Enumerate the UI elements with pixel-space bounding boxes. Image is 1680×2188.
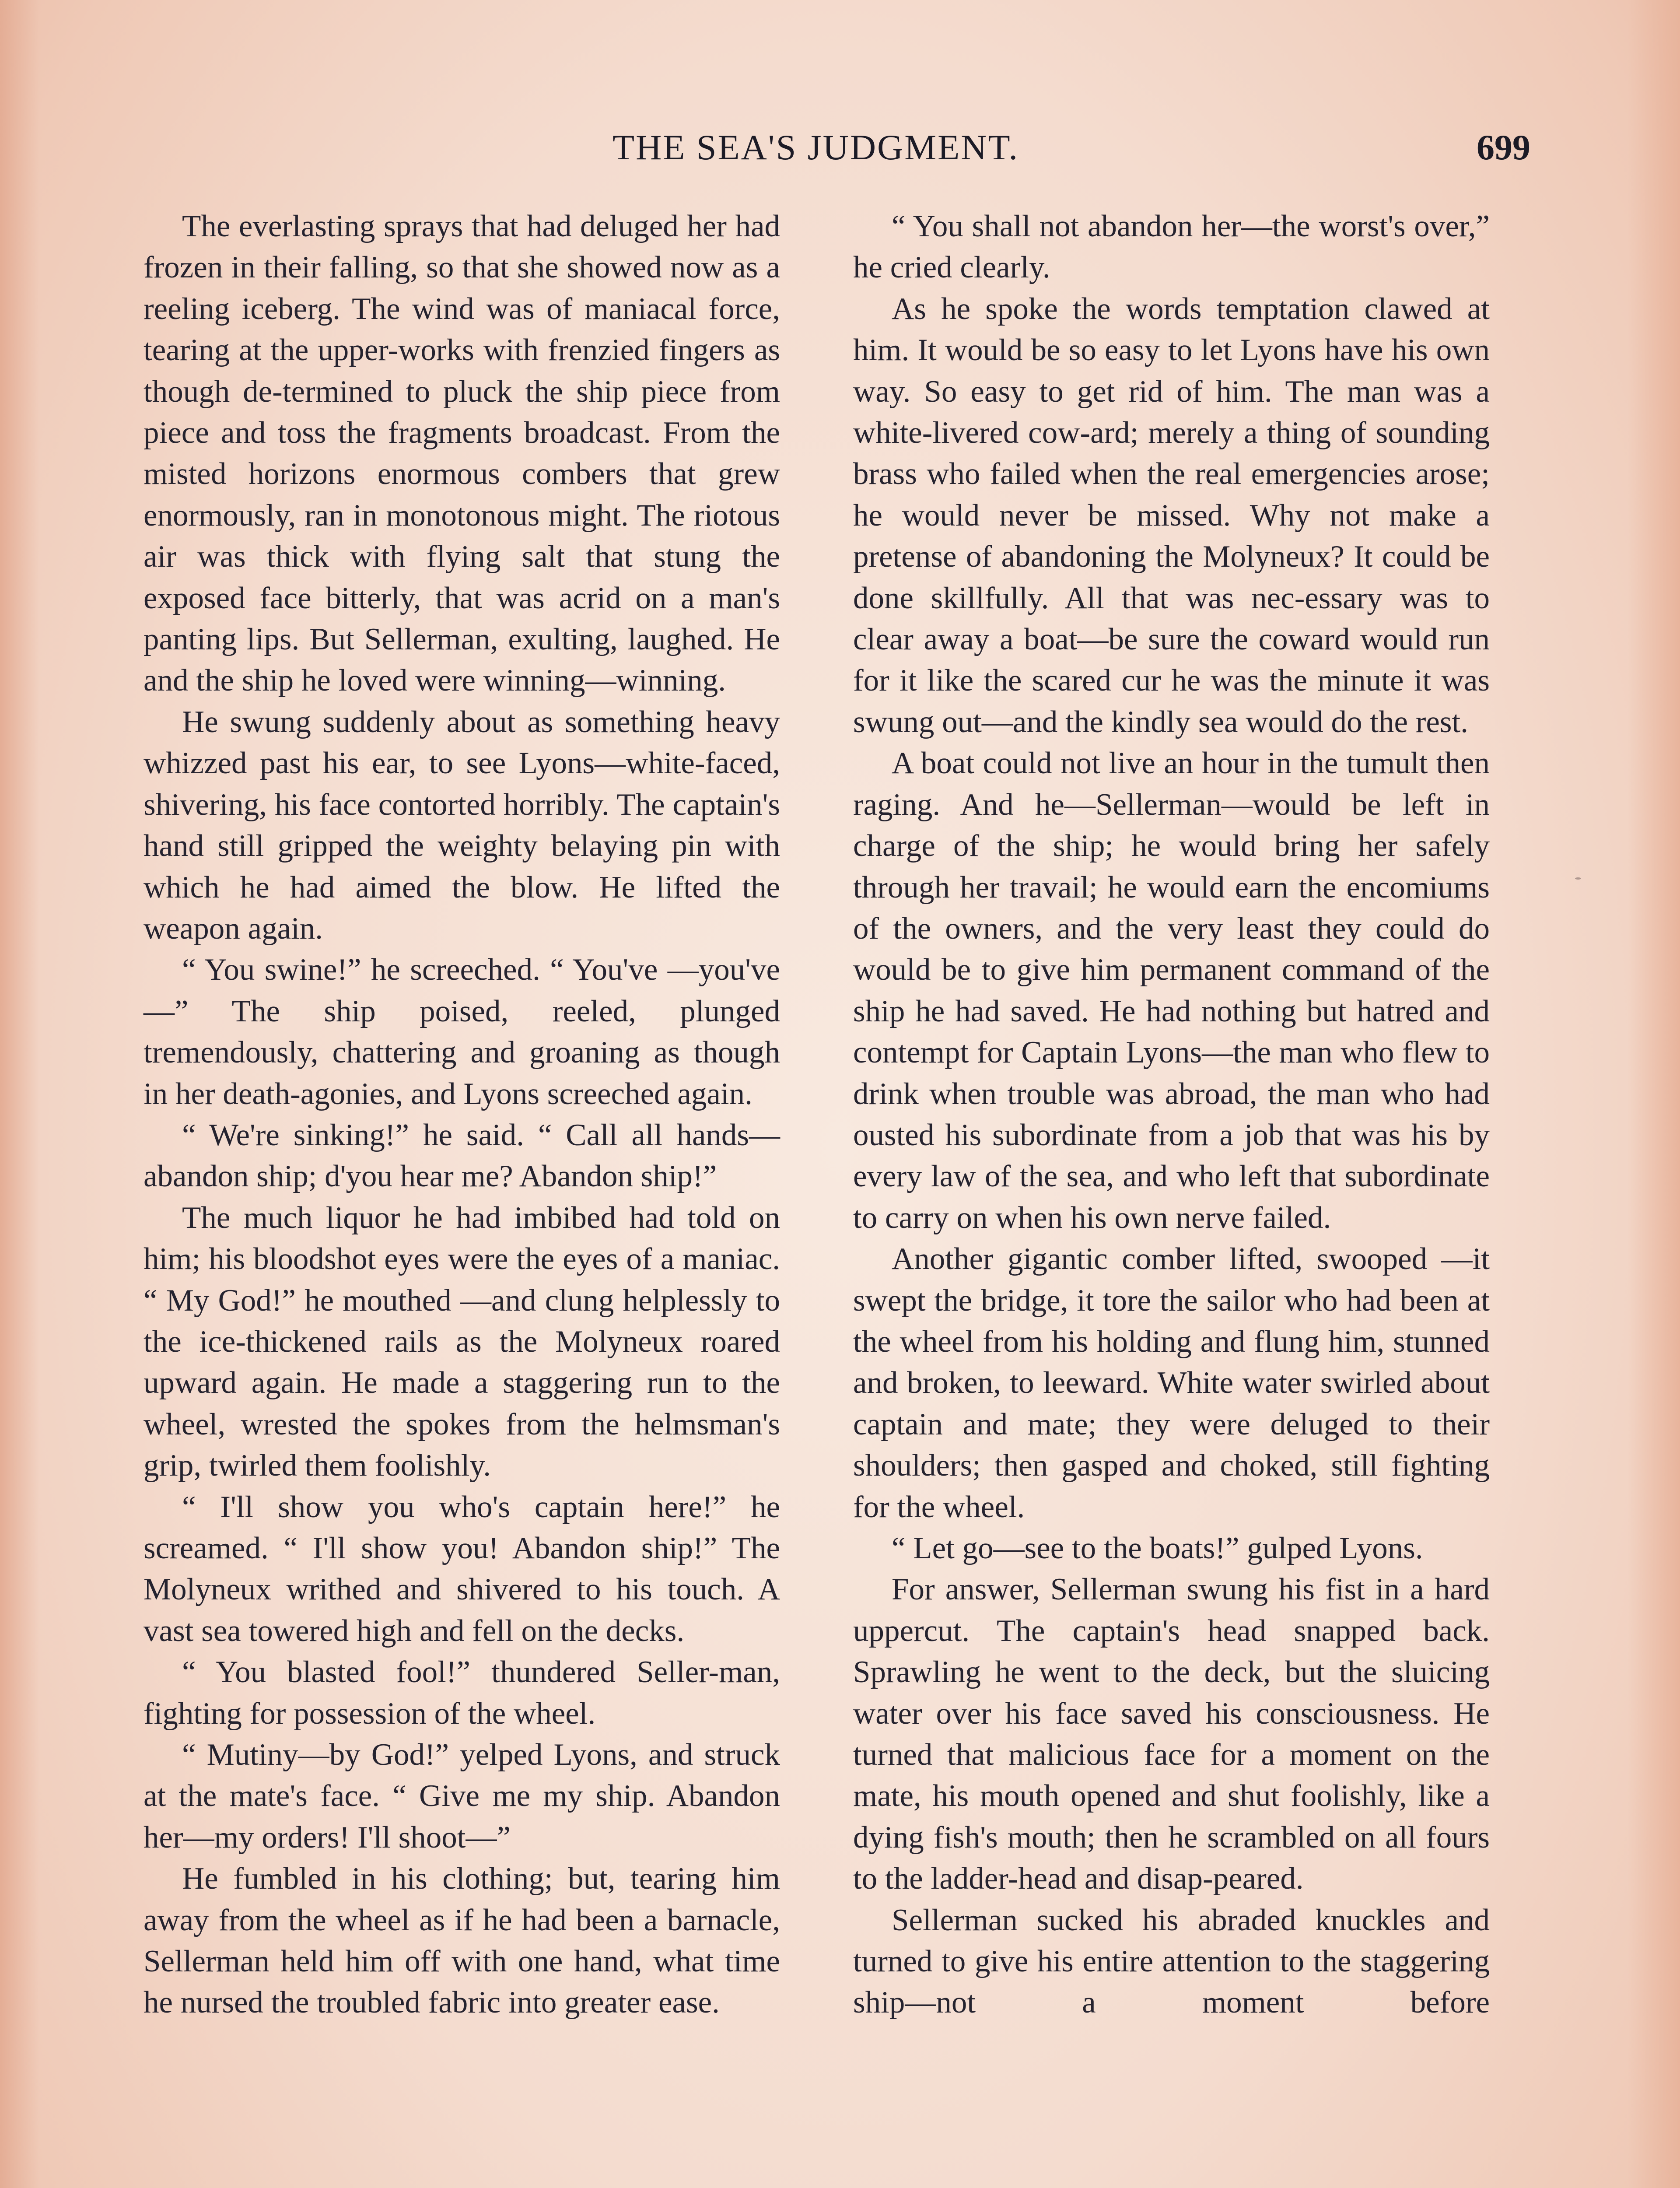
paper-edge-right bbox=[1628, 0, 1680, 2188]
paragraph: For answer, Sellerman swung his fist in a hard uppercut. The captain's head snapped back. Sprawling he went to the deck, but the sluicing water over his face saved his consciousness. He turned that malicious face for a moment on the mate, his mouth opened and shut foolishly, like a dying fish's mouth; then he scrambled on all fours to the ladder-head and disap-peared. bbox=[853, 1572, 1490, 1896]
paragraph: “ Mutiny—by God!” yelped Lyons, and struck at the mate's face. “ Give me my ship. Abandon her—my orders! I'll shoot—” bbox=[144, 1738, 780, 1855]
paragraph: Another gigantic comber lifted, swooped —it swept the bridge, it tore the sailor who had been at the wheel from his holding and flung him, stunned and broken, to leeward. White water swirled about captain and mate; they were deluged to their shoulders; then gasped and choked, still fighting for the wheel. bbox=[853, 1242, 1490, 1524]
paragraph: The much liquor he had imbibed had told on him; his bloodshot eyes were the eyes of a maniac. “ My God!” he mouthed —and clung helplessly to the ice-thickened rails as the Molyneux roared upward again. He made a staggering run to the wheel, wrested the spokes from the helmsman's grip, twirled them foolishly. bbox=[144, 1200, 780, 1483]
paragraph: He fumbled in his clothing; but, tearing him away from the wheel as if he had been a barnacle, Sellerman held him off with one hand, what time he nursed the troubled fabric into greater ease. bbox=[144, 1862, 780, 2020]
paragraph: “ You blasted fool!” thundered Seller-man, fighting for possession of the wheel. bbox=[144, 1655, 780, 1731]
paragraph: As he spoke the words temptation clawed at him. It would be so easy to let Lyons have his own way. So easy to get rid of him. The man was a white-livered cow-ard; merely a thing of sounding brass who failed when the real emergencies arose; he would never be missed. Why not make a pretense of abandoning the Molyneux? It could be done skillfully. All that was nec-essary was to clear away a boat—be sure the coward would run for it like the scared cur he was the minute it was swung out—and the kindly sea would do the rest. bbox=[853, 291, 1490, 739]
running-title: THE SEA'S JUDGMENT. bbox=[612, 127, 1019, 167]
paper-speck bbox=[1575, 877, 1581, 880]
paragraph: He swung suddenly about as something heavy whizzed past his ear, to see Lyons—white-faced, shivering, his face contorted horribly. The captain's hand still gripped the weighty belaying pin with which he had aimed the blow. He lifted the weapon again. bbox=[144, 705, 780, 946]
paragraph: “ Let go—see to the boats!” gulped Lyons. bbox=[892, 1531, 1423, 1565]
paragraph: The everlasting sprays that had deluged her had frozen in their falling, so that she showed now as a reeling iceberg. The wind was of maniacal force, tearing at the upper-works with frenzied fingers as though de-termined to pluck the ship piece from piece and toss the fragments broadcast. From the misted horizons enormous combers that grew enormously, ran in monotonous might. The riotous air was thick with flying salt that stung the exposed face bitterly, that was acrid on a man's panting lips. But Sellerman, exulting, laughed. He and the ship he loved were winning—winning. bbox=[144, 209, 780, 698]
paragraph: A boat could not live an hour in the tumult then raging. And he—Sellerman—would be left in charge of the ship; he would bring her safely through her travail; he would earn the encomiums of the owners, and the very least they could do would be to give him permanent command of the ship he had saved. He had nothing but hatred and contempt for Captain Lyons—the man who flew to drink when trouble was abroad, the man who had ousted his subordinate from a job that was his by every law of the sea, and who left that subordinate to carry on when his own nerve failed. bbox=[853, 746, 1490, 1235]
paragraph: “ We're sinking!” he said. “ Call all hands—abandon ship; d'you hear me? Abandon ship!” bbox=[144, 1118, 780, 1194]
left-column bbox=[144, 206, 780, 2023]
paragraph: “ I'll show you who's captain here!” he screamed. “ I'll show you! Abandon ship!” The Molyneux writhed and shivered to his touch. A vast sea towered high and fell on the decks. bbox=[144, 1490, 780, 1648]
paragraph: “ You shall not abandon her—the worst's over,” he cried clearly. bbox=[853, 209, 1490, 285]
paragraph: “ You swine!” he screeched. “ You've —you've—” The ship poised, reeled, plunged tremendously, chattering and groaning as though in her death-agonies, and Lyons screeched again. bbox=[144, 953, 780, 1111]
page-number: 699 bbox=[1477, 127, 1530, 167]
paper-edge-left bbox=[0, 0, 39, 2188]
right-column bbox=[853, 206, 1490, 2023]
paragraph: Sellerman sucked his abraded knuckles and turned to give his entire attention to the staggering ship—not a moment before bbox=[853, 1903, 1490, 2020]
